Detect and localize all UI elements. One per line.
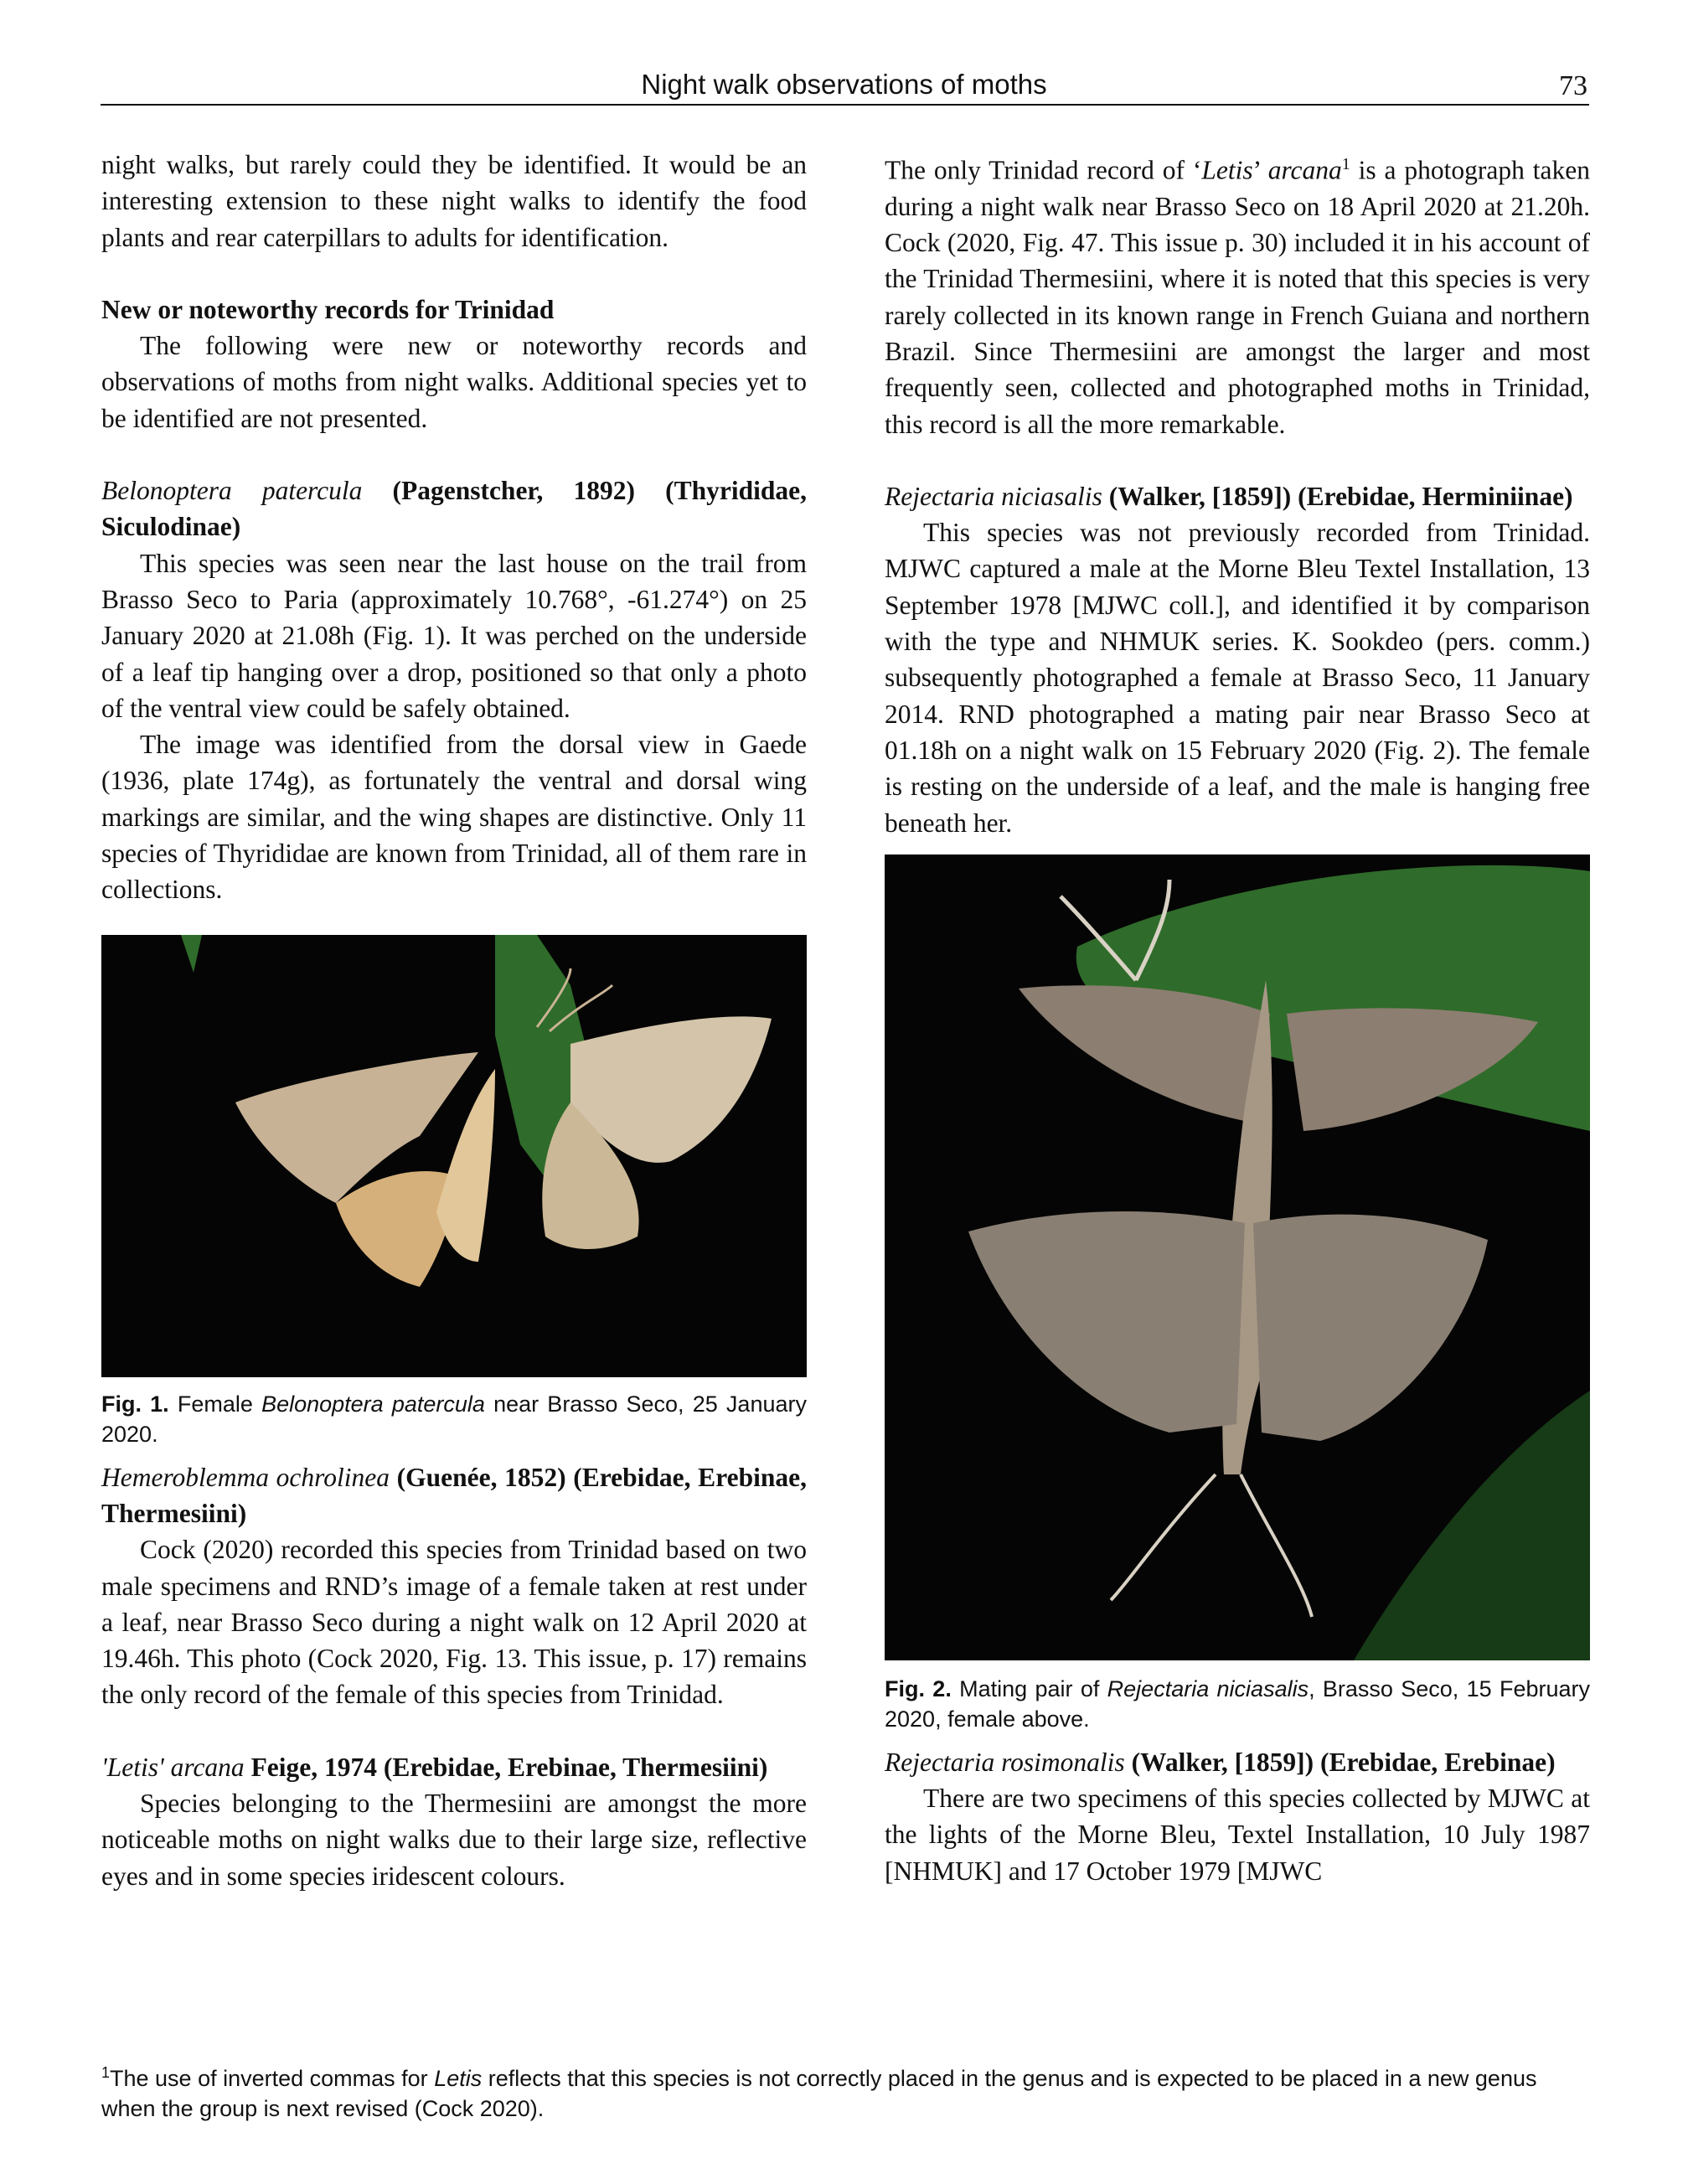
niciasalis-paragraph: This species was not previously recorded from Trinidad. MJWC captured a male at the Morne Bleu Textel Installation, 13 September 1978 [MJWC coll.], and identified it by comparison with the type and NHMUK series. K. Sookdeo (pers. comm.) subsequently photographed a female at Brasso Seco, 11 January 2014. RND photographed a mating pair near Brasso Seco at 01.18h on a night walk on 15 February 2020 (Fig. 2). The female is resting on the underside of a leaf, and the male is hanging free beneath her. [885,518,1590,838]
figure-1-caption [101,1389,807,1449]
species-heading-belonoptera [101,472,807,545]
hemeroblemma-paragraph: Cock (2020) recorded this species from Trinidad based on two male specimens and RND’s image of a female taken at rest under a leaf, near Brasso Seco during a night walk on 12 April 2020 at 19.46h. This photo (Cock 2020, Fig. 13. This issue, p. 17) remains the only record of the female of this species from Trinidad. [101,1535,807,1710]
species-name: Hemeroblemma ochrolinea [101,1462,390,1492]
species-authority: Feige, 1974 (Erebidae, Erebinae, Thermesiini) [244,1752,768,1782]
letis-paragraph: Species belonging to the Thermesiini are amongst the more noticeable moths on night walks due to their large size, reflective eyes and in some species iridescent colours. [101,1789,807,1891]
header-rule [101,104,1589,106]
species-name: Rejectaria niciasalis [885,481,1102,511]
letis-genus: Letis [1201,155,1253,185]
figure-1-caption-text-end: near Brasso Seco, 25 January 2020. [101,1391,807,1447]
species-heading-hemeroblemma [101,1459,807,1532]
footnote-marker: 1 [101,2064,111,2081]
figure-1-label: Fig. 1. [101,1391,169,1417]
belonoptera-moth-photo [101,935,807,1377]
footnote-ref: 1 [1341,155,1350,173]
letis-text-c: is a photograph taken during a night walk near Brasso Seco on 18 April 2020 at 21.20h. Cock (2020, Fig. 47. This issue p. 30) included it in his account of the Trinidad Thermesiini, where it is noted that this species is very rarely collected in its known range in French Guiana and northern Brazil. Since Thermesiini are amongst the larger and most frequently seen, collected and photographed moths in Trinidad, this record is all the more remarkable. [885,155,1590,439]
letis-species: arcana [1267,155,1342,185]
left-column [101,147,807,1894]
figure-2-caption-text-end: , Brasso Seco, 15 February 2020, female above. [885,1675,1590,1732]
species-name: Belonoptera patercula [101,476,363,506]
species-authority: (Guenée, 1852) (Erebidae, Erebinae, Thermesiini) [101,1462,807,1528]
figure-2-species: Rejectaria niciasalis [1107,1675,1309,1701]
rejectaria-mating-pair-photo [885,854,1590,1660]
intro-paragraph: night walks, but rarely could they be identified. It would be an interesting extension to these night walks to identify the food plants and rear caterpillars to adults for identification. [101,150,807,252]
species-name: Rejectaria rosimonalis [885,1747,1125,1777]
species-authority: (Walker, [1859]) (Erebidae, Erebinae) [1124,1747,1556,1777]
letis-text-b: ’ [1252,155,1268,185]
species-authority: (Pagenstcher, 1892) (Thyrididae, Siculodinae) [101,476,807,542]
figure-1-species: Belonoptera patercula [261,1391,485,1417]
rosimonalis-paragraph: There are two specimens of this species collected by MJWC at the lights of the Morne Bleu, Textel Installation, 10 July 1987 [NHMUK] and 17 October 1979 [MJWC [885,1784,1590,1886]
page-number: 73 [1559,70,1587,101]
right-column [885,147,1590,1889]
section-paragraph: The following were new or noteworthy records and observations of moths from night walks. Additional species yet to be identified are not presented. [101,331,807,433]
figure-1-caption-text: Female [168,1391,262,1417]
footnote-genus: Letis [434,2066,483,2091]
letis-record-paragraph [885,147,1590,442]
section-heading: New or noteworthy records for Trinidad [101,294,555,324]
species-heading-letis [101,1749,807,1785]
footnote [101,2058,1590,2124]
species-heading-rejectaria-niciasalis [885,478,1590,514]
letis-text-a: The only Trinidad record of ‘ [885,155,1202,185]
footnote-text-end: reflects that this species is not correctly placed in the genus and is expected to be placed in a new genus when the group is next revised (Cock 2020). [101,2066,1537,2121]
figure-2-photo [885,854,1590,1660]
figure-2-label: Fig. 2. [885,1675,952,1701]
figure-2-caption-text: Mating pair of [951,1675,1107,1701]
species-name: 'Letis' arcana [101,1752,245,1782]
running-header-title: Night walk observations of moths [641,69,1047,100]
species-heading-rejectaria-rosimonalis [885,1744,1590,1780]
figure-2-caption [885,1674,1590,1734]
figure-1-photo [101,935,807,1377]
species-authority: (Walker, [1859]) (Erebidae, Herminiinae) [1102,481,1573,511]
belonoptera-paragraph-1: This species was seen near the last house on the trail from Brasso Seco to Paria (approximately 10.768°, -61.274°) on 25 January 2020 at 21.08h (Fig. 1). It was perched on the underside of a leaf tip hanging over a drop, positioned so that only a photo of the ventral view could be safely obtained. [101,548,807,723]
belonoptera-paragraph-2: The image was identified from the dorsal view in Gaede (1936, plate 174g), as fortunately the ventral and dorsal wing markings are similar, and the wing shapes are distinctive. Only 11 species of Thyrididae are known from Trinidad, all of them rare in collections. [101,730,807,905]
footnote-text: The use of inverted commas for [110,2066,435,2091]
